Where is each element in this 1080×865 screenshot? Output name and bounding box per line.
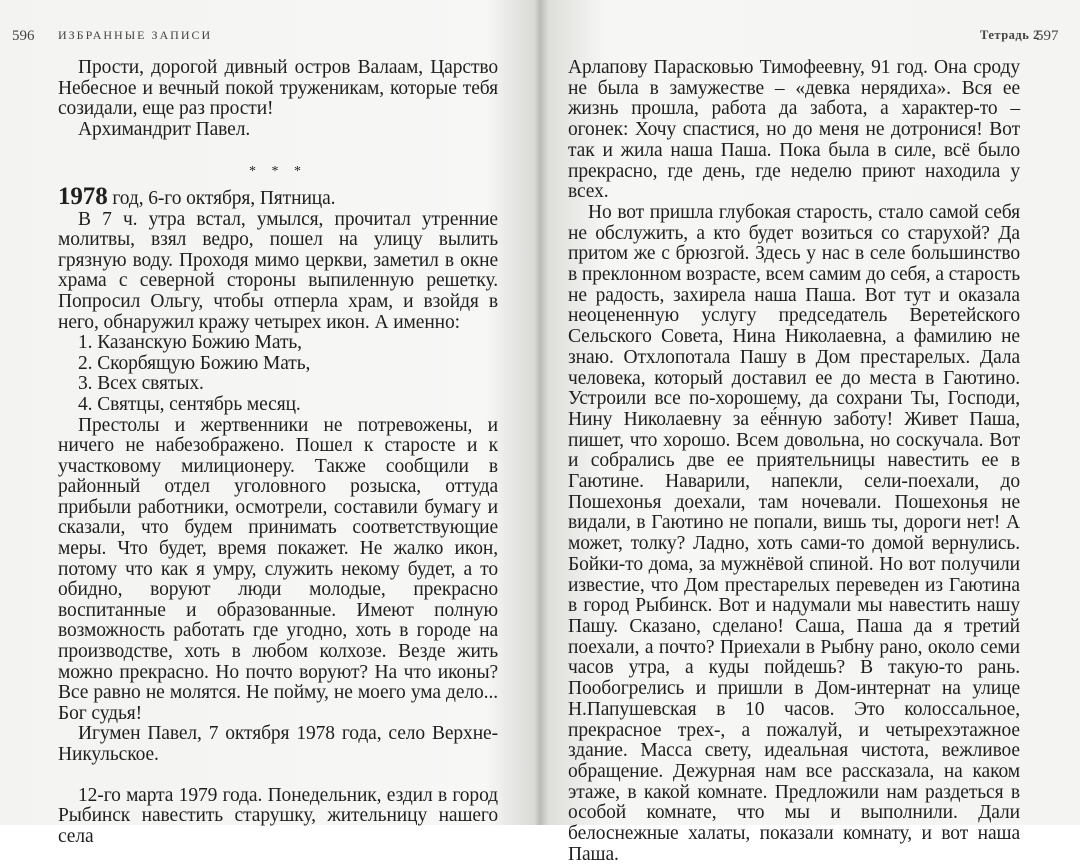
list-item: 3. Всех святых. bbox=[78, 373, 204, 395]
section-separator: * * * bbox=[249, 164, 307, 180]
list-item: 2. Скорбящую Божию Мать, bbox=[78, 352, 311, 374]
right-page bbox=[540, 0, 1080, 865]
left-page bbox=[0, 0, 540, 847]
left-running-head: ИЗБРАННЫЕ ЗАПИСИ bbox=[58, 28, 213, 42]
paragraph: Прости, дорогой дивный остров Валаам, Царство Небесное и вечный покой труженикам, которые тебя созидали, еще раз прости! bbox=[58, 57, 498, 120]
entry-year: 1978 bbox=[58, 182, 108, 210]
left-page-number: 596 bbox=[12, 28, 35, 44]
right-page-text bbox=[568, 58, 1020, 865]
paragraph: В 7 ч. утра встал, умылся, прочитал утренние молитвы, взял ведро, пошел на улицу вылить грязную воду. Проходя мимо церкви, заметил в окне храма с северной стороны выпиленную решетку. Попросил Ольгу, чтобы отперла храм, и взойдя в него, обнаружил кражу четырех икон. А именно: bbox=[58, 208, 498, 333]
paragraph: 12-го марта 1979 года. Понедельник, ездил в город Рыбинск навестить старушку, жительницу нашего села bbox=[58, 784, 498, 847]
entry-heading bbox=[58, 182, 498, 210]
paragraph: Арлапову Парасковью Тимофеевну, 91 год. Она сроду не была в замужестве – «девка нерядиха». Вся ее жизнь прошла, работа да забота, а характер-то – огонек: Хочу спастися, но до меня не дотронися! Вот так и жила наша Паша. Пока была в силе, всё было прекрасно, где день, где неделю приют находила у всех. bbox=[568, 57, 1020, 203]
signature: Архимандрит Павел. bbox=[78, 118, 251, 140]
right-running-head: Тетрадь 2 bbox=[980, 28, 1040, 42]
list-item: 1. Казанскую Божию Мать, bbox=[78, 332, 302, 354]
left-page-text bbox=[58, 58, 498, 847]
entry-date: год, 6-го октября, Пятница. bbox=[107, 187, 336, 209]
list-item: 4. Святцы, сентябрь месяц. bbox=[78, 393, 301, 415]
signature: Игумен Павел, 7 октября 1978 года, село Верхне-Никульское. bbox=[58, 723, 498, 765]
paragraph: Но вот пришла глубокая старость, стало самой себя не обслужить, а кто будет возиться со старухой? Да притом же с брюзгой. Здесь у нас в селе большинство в преклонном возрасте, всем самим до себя, а старость не радость, захирела наша Паша. Вот тут и оказала неоцененную услугу председатель Веретейского Сельского Совета, Нина Николаевна, а фамилию не знаю. Отхлопотала Пашу в Дом престарелых. Дала человека, который доставил ее до места в Гаютино. Устроили все по-хорошему, да сохрани Ты, Господи, Нину Николаевну за её́нную заботу! Живет Паша, пишет, что хорошо. Всем довольна, но соскучала. Вот и собрались две ее приятельницы навестить ее в Гаютине. Наварили, напекли, сели-поехали, до Пошехонья доехали, там ночевали. Пошехонья не видали, в Гаютино не попали, вишь ты, дороги нет! А может, толку? Ладно, хоть сами-то домой вернулись. Бойки-то дома, за мужнёвой спиной. Но вот получили известие, что Дом престарелых переведен из Гаютина в город Рыбинск. Вот и надумали мы навестить нашу Пашу. Сказано, сделано! Саша, Паша да я третий поехали, а почто? Приехали в Рыбну рано, около семи часов утра, а куды пойдешь? В такую-то рань. Пообогрелись и пришли в Дом-интернат на улице Н.Папушевская в 10 часов. Это колоссальное, прекрасное трех-, а пожалуй, и четырехэтажное здание. Масса свету, идеальная чистота, вежливое обращение. Дежурная нам все рассказала, на каком этаже, в какой комнате. Предложили нам раздеться в особой комнате, что мы и выполнили. Дали белоснежные халаты, показали комнату, и вот наша Паша. bbox=[568, 201, 1020, 865]
right-page-number: 597 bbox=[1036, 28, 1059, 44]
paragraph: Престолы и жертвенники не потревожены, и ничего не набезображено. Пошел к старосте и к участковому милиционеру. Также сообщили в районный отдел уголовного розыска, оттуда прибыли работники, осмотрели, составили бумагу и сказали, что будем принимать соответствующие меры. Что будет, время покажет. Не жалко икон, потому что как я умру, служить некому будет, а то обидно, воруют люди молодые, прекрасно воспитанные и образованные. Имеют полную возможность работать где угодно, хоть в городе на производстве, хоть в любом колхозе. Везде жить можно прекрасно. Но почто воруют? На что иконы? Все равно не молятся. Не пойму, не моего ума дело... Бог судья! bbox=[58, 414, 498, 724]
